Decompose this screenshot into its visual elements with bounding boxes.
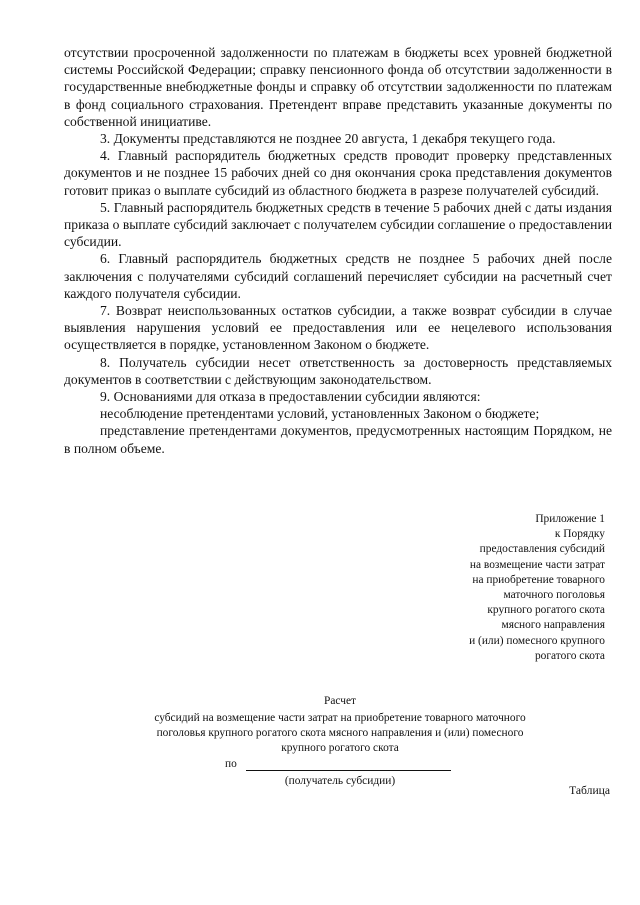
appendix-line: рогатого скота xyxy=(534,649,605,662)
calculation-subtitle-line: поголовья крупного рогатого скота мясного направления и (или) помесного xyxy=(156,727,524,739)
po-label: по xyxy=(225,758,237,770)
appendix-line: предоставления субсидий xyxy=(479,543,605,556)
appendix-line: маточного поголовья xyxy=(503,589,605,602)
appendix-line: мясного направления xyxy=(501,619,605,632)
calculation-subtitle-line: субсидий на возмещение части затрат на приобретение товарного маточного xyxy=(154,712,526,724)
paragraph: 7. Возврат неиспользованных остатков субсидии, а также возврат субсидии в случае выявления нарушения условий ее предоставления или ее нецелевого использования осуществляется в порядке, установленном Законом о бюджете. xyxy=(64,303,612,353)
paragraph: 6. Главный распорядитель бюджетных средств не позднее 5 рабочих дней после заключения с получателями субсидий соглашений перечисляет субсидии на расчетный счет каждого получателя субсидии. xyxy=(64,251,612,301)
calculation-subtitle-line: крупного рогатого скота xyxy=(281,742,399,754)
paragraph: 3. Документы представляются не позднее 20 августа, 1 декабря текущего года. xyxy=(100,131,556,147)
paragraph: представление претендентами документов, предусмотренных настоящим Порядком, не в полном объеме. xyxy=(64,423,612,456)
appendix-line: на возмещение части затрат xyxy=(469,558,605,571)
recipient-caption: (получатель субсидии) xyxy=(284,775,396,787)
appendix-line: крупного рогатого скота xyxy=(487,604,605,617)
body-text xyxy=(64,44,612,457)
recipient-line-row xyxy=(90,757,590,774)
calculation-title: Расчет xyxy=(324,695,356,707)
appendix-line: и (или) помесного крупного xyxy=(469,634,605,647)
paragraph: 5. Главный распорядитель бюджетных средств в течение 5 рабочих дней с даты издания приказа о выплате субсидий заключает с получателем субсидии соглашение о предоставлении субсидии. xyxy=(64,199,612,250)
table-label: Таблица xyxy=(569,784,610,797)
recipient-underline xyxy=(246,770,451,771)
paragraph: 8. Получатель субсидии несет ответственность за достоверность представляемых документов в соответствии с действующим законодательством. xyxy=(64,354,612,387)
paragraph: отсутствии просроченной задолженности по платежам в бюджеты всех уровней бюджетной системы Российской Федерации; справку пенсионного фонда об отсутствии задолженности в государственные внебюджетные фонды и справку об отсутствии задолженности по платежам в фонд социального страхования. Претендент вправе представить указанные документы по собственной инициативе. xyxy=(64,45,612,129)
appendix-line: Приложение 1 xyxy=(535,513,605,525)
appendix-line: к Порядку xyxy=(554,528,605,541)
paragraph: 9. Основаниями для отказа в предоставлении субсидии являются: xyxy=(100,389,481,405)
appendix-line: на приобретение товарного xyxy=(472,573,605,586)
calculation-heading xyxy=(90,694,590,789)
paragraph: 4. Главный распорядитель бюджетных средств проводит проверку представленных документов и не позднее 15 рабочих дней со дня окончания срока представления документов готовит приказ о выплате субсидий из областного бюджета в разрезе получателей субсидий. xyxy=(64,148,612,198)
paragraph: несоблюдение претендентами условий, установленных Законом о бюджете; xyxy=(100,406,540,422)
appendix-header xyxy=(345,512,605,664)
